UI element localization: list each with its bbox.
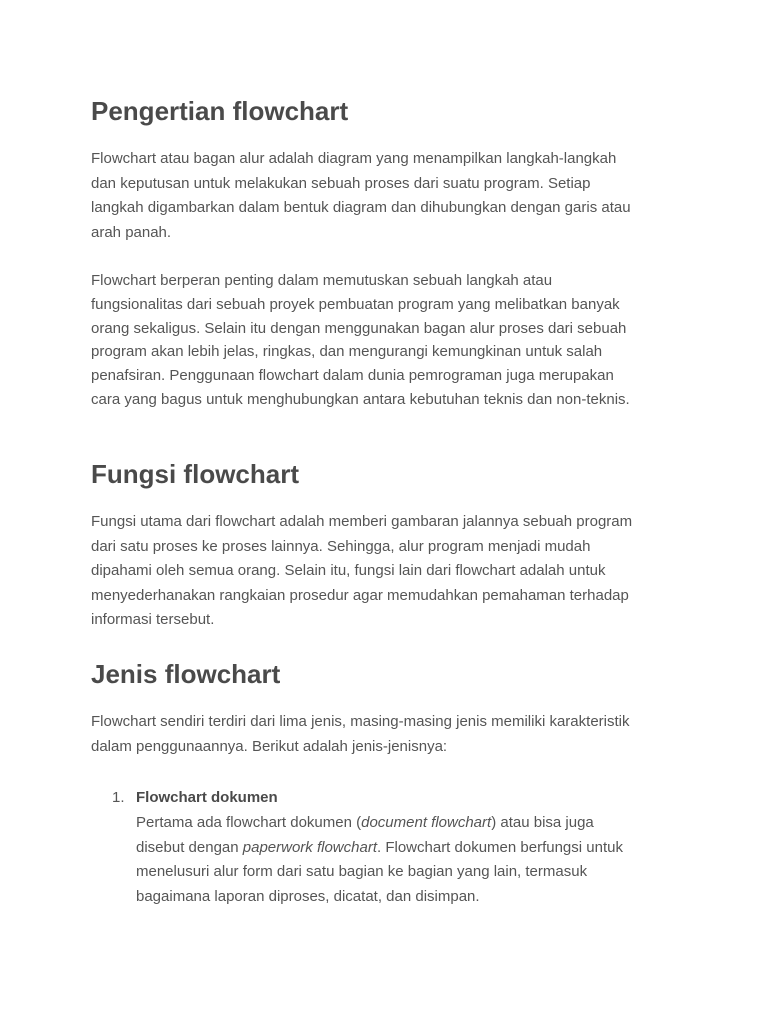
paragraph-pengertian-1: Flowchart atau bagan alur adalah diagram yang menampilkan langkah-langkah dan keputusan untuk melakukan sebuah proses dari suatu program. Setiap langkah digambarkan dalam bentuk diagram dan dihubungkan dengan garis atau arah panah.	[91, 150, 631, 241]
list-item-italic-2: paperwork flowchart	[242, 838, 377, 856]
list-item-number: 1.	[112, 789, 125, 806]
list-item-title: Flowchart dokumen	[136, 789, 278, 806]
section-heading-fungsi: Fungsi flowchart	[91, 459, 299, 489]
list-item-body	[136, 786, 696, 910]
paragraph-jenis: Flowchart sendiri terdiri dari lima jenis, masing-masing jenis memiliki karakteristik dalam penggunaannya. Berikut adalah jenis-jenisnya:	[91, 713, 630, 755]
section-heading-jenis: Jenis flowchart	[91, 659, 281, 689]
list-item-italic-1: document flowchart	[361, 813, 492, 831]
paragraph-fungsi: Fungsi utama dari flowchart adalah memberi gambaran jalannya sebuah program dari satu proses ke proses lainnya. Sehingga, alur program menjadi mudah dipahami oleh semua orang. Selain itu, fungsi lain dari flowchart adalah untuk menyederhanakan rangkaian prosedur agar memudahkan pemahaman terhadap informasi tersebut.	[91, 513, 633, 628]
list-item-text-3: . Flowchart dokumen berfungsi untuk menelusuri alur form dari satu bagian ke bagian yang lain, termasuk bagaimana laporan diproses, dicatat, dan disimpan.	[136, 838, 623, 906]
list-item-text-2: ) atau bisa juga disebut dengan	[136, 813, 594, 856]
section-heading-pengertian: Pengertian flowchart	[91, 96, 349, 126]
paragraph-pengertian-2: Flowchart berperan penting dalam memutuskan sebuah langkah atau fungsionalitas dari sebuah proyek pembuatan program yang melibatkan banyak orang sekaligus. Selain itu dengan menggunakan bagan alur proses dari sebuah program akan lebih jelas, ringkas, dan mengurangi kemungkinan untuk salah penafsiran. Penggunaan flowchart dalam dunia pemrograman juga merupakan cara yang bagus untuk menghubungkan antara kebutuhan teknis dan non-teknis.	[91, 272, 630, 408]
list-item-description	[136, 811, 696, 910]
list-item-text-1: Pertama ada flowchart dokumen (	[136, 813, 362, 831]
